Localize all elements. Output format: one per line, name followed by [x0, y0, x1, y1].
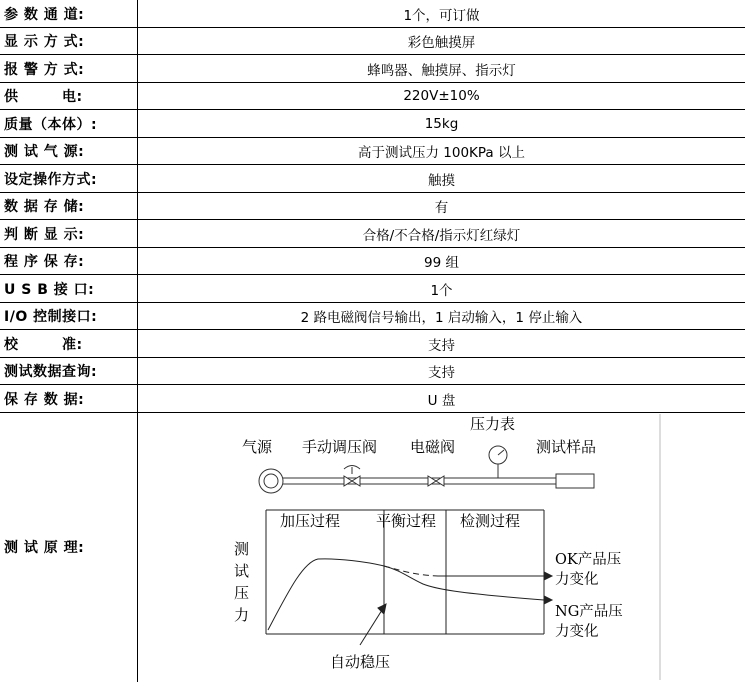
spec-value: 蜂鸣器、触摸屏、指示灯 — [367, 62, 516, 79]
spec-label: 程 序 保 存: — [0, 247, 138, 274]
solenoid-valve-label: 电磁阀 — [410, 438, 456, 456]
ok-label-1: OK产品压 — [555, 552, 622, 568]
phase-pressurize-label: 加压过程 — [280, 512, 341, 530]
spec-label: 保 存 数 据: — [0, 385, 138, 412]
spec-row-channels — [0, 0, 745, 28]
phase-balance-label: 平衡过程 — [376, 512, 437, 530]
spec-row-storage — [0, 192, 745, 220]
spec-row-query — [0, 357, 745, 385]
spec-value: 1个，可订做 — [403, 7, 480, 24]
pressure-curve — [268, 559, 544, 630]
spec-row-usb — [0, 275, 745, 303]
spec-value: 1个 — [430, 282, 453, 299]
auto-stable-label: 自动稳压 — [330, 653, 391, 671]
spec-row-operation — [0, 165, 745, 193]
spec-label: 校 准: — [0, 330, 138, 357]
ok-label-2: 力变化 — [555, 572, 599, 588]
y-axis-label-1: 测 — [234, 540, 250, 558]
spec-value: 15kg — [424, 115, 459, 132]
spec-label: 供 电: — [0, 82, 138, 109]
y-axis-label-3: 压 — [234, 584, 250, 602]
spec-value: 220V±10% — [403, 87, 480, 104]
ok-curve — [384, 566, 544, 576]
spec-label: 判 断 显 示: — [0, 220, 138, 247]
spec-value: 支持 — [428, 364, 455, 381]
spec-row-power — [0, 82, 745, 110]
spec-label: 设定操作方式: — [0, 165, 138, 192]
spec-row-weight — [0, 110, 745, 138]
spec-value: 2 路电磁阀信号输出，1 启动输入，1 停止输入 — [300, 309, 583, 326]
air-source-label: 气源 — [242, 438, 273, 456]
y-axis-label-2: 试 — [234, 562, 250, 580]
ng-label-1: NG产品压 — [555, 604, 623, 620]
spec-value: 高于测试压力 100KPa 以上 — [357, 144, 525, 161]
spec-row-air-source — [0, 137, 745, 165]
pressure-gauge-label: 压力表 — [470, 415, 516, 433]
principle-diagram — [138, 412, 745, 682]
spec-value: 99 组 — [424, 254, 459, 271]
spec-label: 参 数 通 道: — [0, 0, 138, 27]
spec-label: 质量（本体）: — [0, 110, 138, 137]
spec-value: 彩色触摸屏 — [407, 34, 476, 51]
spec-label: U S B 接 口: — [0, 275, 138, 302]
spec-row-programs — [0, 247, 745, 275]
spec-row-alarm — [0, 55, 745, 83]
spec-label: I/O 控制接口: — [0, 302, 138, 329]
manual-valve-label: 手动调压阀 — [302, 438, 378, 456]
spec-row-save — [0, 385, 745, 413]
spec-row-principle — [0, 412, 745, 682]
spec-label: 测 试 原 理: — [0, 412, 138, 682]
spec-label: 测 试 气 源: — [0, 137, 138, 164]
spec-value: 支持 — [428, 337, 455, 354]
ng-label-2: 力变化 — [555, 624, 599, 640]
spec-row-calibration — [0, 330, 745, 358]
spec-label: 显 示 方 式: — [0, 27, 138, 54]
spec-value: U 盘 — [427, 392, 456, 409]
spec-row-judgement — [0, 220, 745, 248]
spec-label: 数 据 存 储: — [0, 192, 138, 219]
phase-detect-label: 检测过程 — [460, 512, 521, 530]
test-sample-label: 测试样品 — [536, 438, 597, 456]
spec-label: 测试数据查询: — [0, 357, 138, 384]
spec-value: 合格/不合格/指示灯红绿灯 — [362, 227, 521, 244]
spec-row-display — [0, 27, 745, 55]
spec-row-io — [0, 302, 745, 330]
spec-value: 触摸 — [428, 172, 455, 189]
y-axis-label-4: 力 — [234, 606, 250, 624]
spec-value: 有 — [434, 199, 449, 216]
spec-label: 报 警 方 式: — [0, 55, 138, 82]
